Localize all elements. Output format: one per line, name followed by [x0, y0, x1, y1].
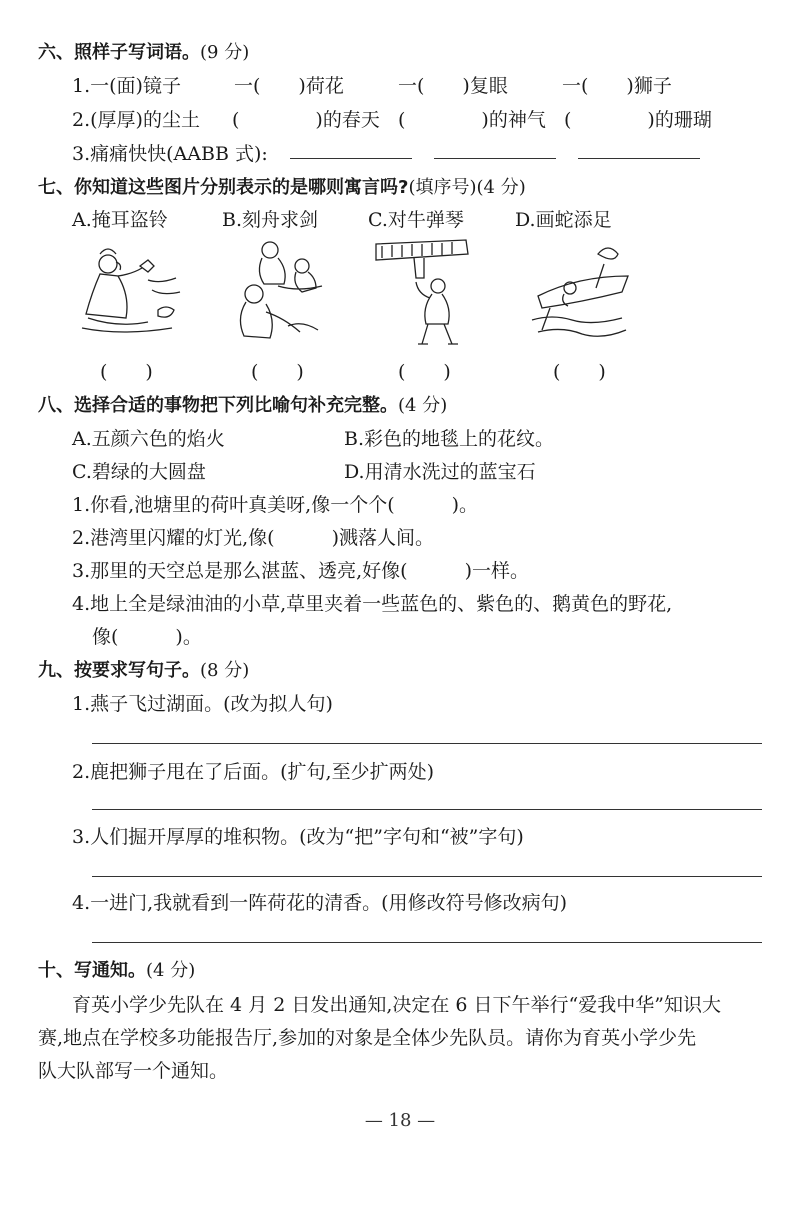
- fable-picture-3: [372, 236, 482, 348]
- s9-question-4: 4.一进门,我就看到一阵荷花的清香。(用修改符号修改病句): [72, 892, 567, 914]
- s10-paragraph-line-1: 育英小学少先队在 4 月 2 日发出通知,决定在 6 日下午举行“爱我中华”知识大: [72, 994, 721, 1016]
- section-8-heading: [38, 391, 447, 417]
- s10-paragraph-line-3: 队大队部写一个通知。: [38, 1060, 229, 1082]
- section-10-heading: [38, 956, 195, 982]
- s8-question-1: 1.你看,池塘里的荷叶真美呀,像一个个( )。: [72, 494, 479, 516]
- s6-r2-c1: 2.(厚厚)的尘土: [72, 109, 200, 131]
- s9-answer-line-2[interactable]: [92, 809, 762, 810]
- s6-r1-c2: 一( )荷花: [234, 75, 344, 97]
- s9-answer-line-3[interactable]: [92, 876, 762, 877]
- section-6-heading: [38, 38, 249, 64]
- section-9-title: 九、按要求写句子。: [38, 660, 200, 681]
- section-7-heading: [38, 173, 526, 199]
- s8-question-4b: 像( )。: [92, 626, 202, 648]
- s7-option-a: A.掩耳盗铃: [72, 209, 168, 231]
- section-6-score: (9 分): [200, 42, 250, 63]
- s8-option-a: A.五颜六色的焰火: [72, 428, 225, 450]
- section-6-title: 六、照样子写词语。: [38, 42, 200, 63]
- s9-question-3: 3.人们掘开厚厚的堆积物。(改为“把”字句和“被”字句): [72, 826, 524, 848]
- s8-option-c: C.碧绿的大圆盘: [72, 461, 206, 483]
- s8-option-b: B.彩色的地毯上的花纹。: [344, 428, 555, 450]
- s6-blank-3[interactable]: [578, 158, 700, 159]
- s6-r2-c3: ( )的神气: [398, 109, 546, 131]
- s6-r1-c4: 一( )狮子: [562, 75, 672, 97]
- s7-option-d: D.画蛇添足: [515, 209, 612, 231]
- s8-question-3: 3.那里的天空总是那么湛蓝、透亮,好像( )一样。: [72, 560, 529, 582]
- s6-r1-c1: 1.一(面)镜子: [72, 75, 181, 97]
- s8-option-d: D.用清水洗过的蓝宝石: [344, 461, 536, 483]
- s9-answer-line-1[interactable]: [92, 743, 762, 744]
- s9-answer-line-4[interactable]: [92, 942, 762, 943]
- section-10-title: 十、写通知。: [38, 960, 146, 981]
- s7-option-c: C.对牛弹琴: [368, 209, 464, 231]
- s7-answer-1[interactable]: ( ): [100, 361, 153, 383]
- section-7-title: 七、你知道这些图片分别表示的是哪则寓言吗?: [38, 177, 409, 198]
- s9-question-2: 2.鹿把狮子甩在了后面。(扩句,至少扩两处): [72, 761, 434, 783]
- section-10-score: (4 分): [146, 960, 196, 981]
- s6-r1-c3: 一( )复眼: [398, 75, 508, 97]
- s8-question-2: 2.港湾里闪耀的灯光,像( )溅落人间。: [72, 527, 434, 549]
- page-number: — 18 —: [364, 1110, 436, 1131]
- s10-paragraph-line-2: 赛,地点在学校多功能报告厅,参加的对象是全体少先队员。请你为育英小学少先: [38, 1027, 697, 1049]
- s6-r2-c2: ( )的春天: [232, 109, 380, 131]
- s8-question-4a: 4.地上全是绿油油的小草,草里夹着一些蓝色的、紫色的、鹅黄色的野花,: [72, 593, 673, 615]
- s7-answer-2[interactable]: ( ): [251, 361, 304, 383]
- section-8-title: 八、选择合适的事物把下列比喻句补充完整。: [38, 395, 398, 416]
- section-8-score: (4 分): [398, 395, 448, 416]
- fable-picture-2: [228, 236, 338, 346]
- s6-blank-2[interactable]: [434, 158, 556, 159]
- section-7-score: (填序号)(4 分): [408, 177, 526, 198]
- s6-blank-1[interactable]: [290, 158, 412, 159]
- section-9-heading: [38, 656, 249, 682]
- s7-answer-3[interactable]: ( ): [398, 361, 451, 383]
- s6-r2-c4: ( )的珊瑚: [564, 109, 712, 131]
- fable-picture-1: [78, 240, 188, 340]
- fable-picture-4: [528, 240, 638, 345]
- s6-r3-label: 3.痛痛快快(AABB 式):: [72, 143, 268, 165]
- s7-option-b: B.刻舟求剑: [222, 209, 319, 231]
- s9-question-1: 1.燕子飞过湖面。(改为拟人句): [72, 693, 333, 715]
- s7-answer-4[interactable]: ( ): [553, 361, 606, 383]
- section-9-score: (8 分): [200, 660, 250, 681]
